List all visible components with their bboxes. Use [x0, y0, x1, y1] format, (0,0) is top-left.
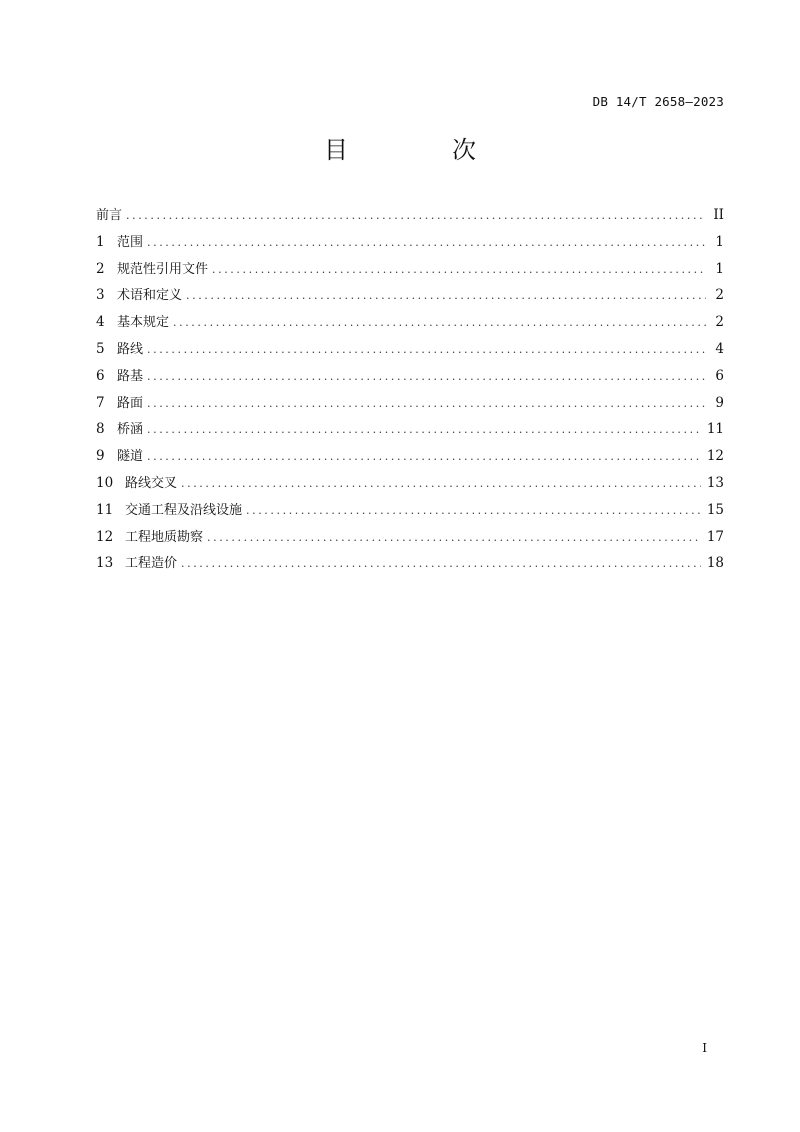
table-of-contents: [96, 205, 724, 580]
toc-entry-label: 规范性引用文件: [117, 261, 209, 277]
page-number: I: [702, 1041, 707, 1055]
toc-leader-dots: [147, 394, 706, 414]
toc-entry-number: 5: [96, 340, 105, 357]
toc-entry-page: 2: [715, 287, 724, 304]
toc-entry-page: II: [713, 207, 724, 223]
toc-entry-12[interactable]: [96, 527, 724, 554]
toc-entry-9[interactable]: [96, 446, 724, 473]
toc-entry-label: 桥涵: [117, 422, 144, 438]
toc-leader-dots: [147, 447, 701, 467]
toc-entry-number: 1: [96, 233, 105, 250]
toc-leader-dots: [207, 528, 701, 548]
toc-entry-number: 12: [96, 528, 114, 545]
toc-entry-label: 术语和定义: [117, 288, 183, 304]
toc-entry-page: 15: [706, 501, 724, 518]
toc-entry-page: 2: [715, 314, 724, 331]
toc-entry-number: 13: [96, 555, 114, 572]
toc-entry-page: 11: [706, 421, 724, 438]
toc-entry-11[interactable]: [96, 500, 724, 527]
toc-entry-page: 1: [715, 233, 724, 250]
toc-entry-label: 隧道: [117, 449, 144, 465]
toc-entry-label: 前言: [96, 208, 123, 223]
toc-entry-page: 9: [715, 394, 724, 411]
toc-entry-page: 4: [715, 340, 724, 357]
toc-entry-4[interactable]: [96, 312, 724, 339]
toc-entry-page: 17: [706, 528, 724, 545]
toc-entry-number: 3: [96, 287, 105, 304]
toc-entry-label: 交通工程及沿线设施: [125, 502, 243, 518]
toc-entry-page: 18: [706, 555, 724, 572]
toc-leader-dots: [246, 501, 701, 521]
toc-leader-dots: [186, 286, 706, 306]
toc-entry-1[interactable]: [96, 232, 724, 259]
toc-leader-dots: [126, 206, 706, 226]
toc-entry-8[interactable]: [96, 419, 724, 446]
toc-entry-number: 10: [96, 474, 114, 491]
toc-entry-label: 路面: [117, 395, 144, 411]
toc-leader-dots: [173, 313, 706, 333]
toc-entry-number: 4: [96, 314, 105, 331]
toc-leader-dots: [181, 474, 701, 494]
toc-entry-label: 路线: [117, 341, 144, 357]
toc-leader-dots: [147, 367, 706, 387]
toc-entry-number: 2: [96, 260, 105, 277]
toc-entry-number: 11: [96, 501, 114, 518]
toc-entry-label: 路线交叉: [125, 475, 178, 491]
toc-leader-dots: [147, 340, 706, 360]
toc-leader-dots: [147, 233, 706, 253]
toc-entry-13[interactable]: [96, 553, 724, 580]
toc-entry-5[interactable]: [96, 339, 724, 366]
toc-entry-2[interactable]: [96, 259, 724, 286]
toc-entry-number: 6: [96, 367, 105, 384]
toc-entry-label: 基本规定: [117, 315, 170, 331]
toc-entry-label: 路基: [117, 368, 144, 384]
toc-entry-number: 7: [96, 394, 105, 411]
toc-leader-dots: [147, 420, 701, 440]
toc-entry-label: 范围: [117, 234, 144, 250]
toc-entry-number: 9: [96, 448, 105, 465]
toc-entry-page: 13: [706, 474, 724, 491]
toc-entry-label: 工程地质勘察: [125, 529, 204, 545]
toc-leader-dots: [181, 554, 701, 574]
page-title: 目 次: [324, 136, 516, 164]
toc-entry-page: 6: [715, 367, 724, 384]
document-code: DB 14/T 2658—2023: [592, 94, 724, 109]
toc-entry-6[interactable]: [96, 366, 724, 393]
toc-entry-3[interactable]: [96, 285, 724, 312]
toc-entry-10[interactable]: [96, 473, 724, 500]
toc-entry-number: 8: [96, 421, 105, 438]
toc-entry-page: 1: [715, 260, 724, 277]
toc-entry-foreword[interactable]: [96, 205, 724, 232]
toc-entry-page: 12: [706, 448, 724, 465]
toc-entry-label: 工程造价: [125, 556, 178, 572]
toc-leader-dots: [212, 260, 706, 280]
toc-entry-7[interactable]: [96, 393, 724, 420]
